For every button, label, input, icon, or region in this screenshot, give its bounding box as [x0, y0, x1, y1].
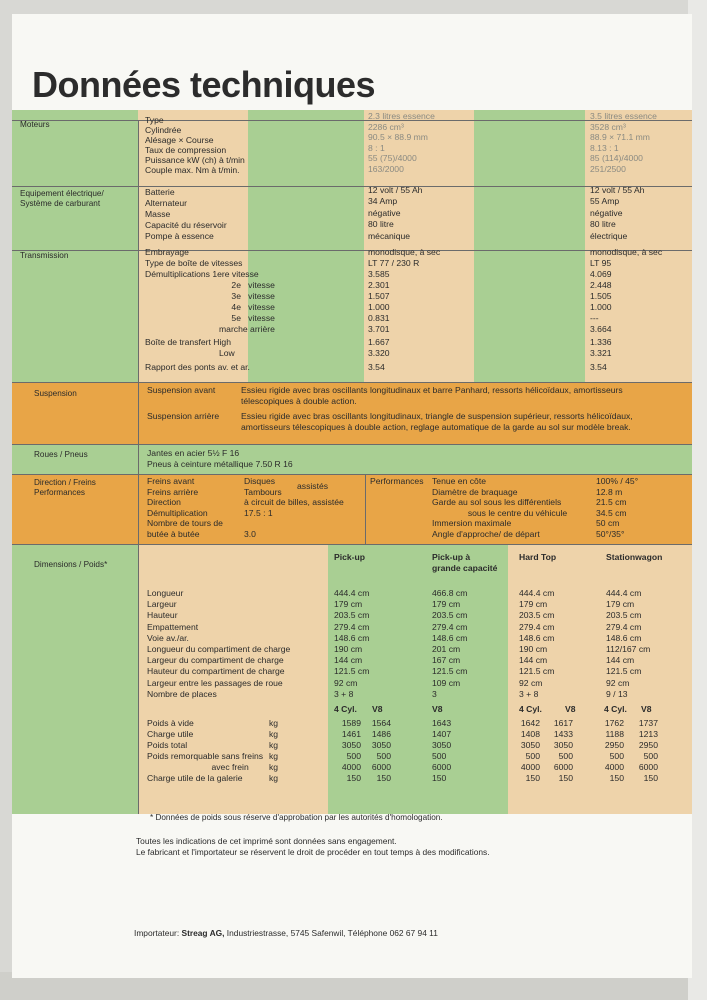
- green-column-2: [474, 110, 585, 382]
- dimension-values-grande: 466.8 cm 179 cm 203.5 cm 279.4 cm 148.6 cm 201 cm 167 cm 121.5 cm 109 cm 3: [432, 588, 468, 699]
- importer-address: Industriestrasse, 5745 Safenwil, Téléphone 062 67 94 11: [226, 928, 438, 938]
- weight-units: kg kg kg kg kg kg: [269, 718, 279, 783]
- importer-label: Importateur:: [134, 928, 180, 938]
- performance-values: 100% / 45° 12.8 m 21.5 cm 34.5 cm 50 cm 50°/35°: [596, 476, 639, 539]
- brakes-assisted-label: assistés: [297, 481, 329, 491]
- hardtop-v8-header: V8: [565, 704, 576, 714]
- dimensions-left-green: [12, 544, 138, 814]
- pickup-v8-header: V8: [372, 704, 383, 714]
- performance-row-labels: Tenue en côte Diamètre de braquage Garde au sol sous les différentiels sous le centre du véhicule Immersion maximale Angle d'approche/ de départ: [432, 476, 568, 539]
- roues-text: Jantes en acier 5½ F 16 Pneus à ceinture métallique 7.50 R 16: [147, 448, 293, 469]
- suspension-front-text: Essieu rigide avec bras oscillants longitudinaux et barre Panhard, ressorts hélicoïdaux, amortisseurs télescopiques à double action.: [241, 385, 623, 406]
- dimension-values-hardtop: 444.4 cm 179 cm 203.5 cm 279.4 cm 148.6 cm 190 cm 144 cm 121.5 cm 92 cm 3 + 8: [519, 588, 555, 699]
- performances-label: Performances: [370, 476, 424, 486]
- roues-panel: [12, 444, 692, 474]
- weight-footnote: * Données de poids sous réserve d'approbation par les autorités d'homologation.: [150, 813, 443, 822]
- moteurs-values-35: 3.5 litres essence 3528 cm³ 88.9 × 71.1 mm 8.13 : 1 85 (114)/4000 251/2500: [590, 111, 657, 174]
- green-column-1: [248, 110, 364, 382]
- vertical-divider: [138, 382, 139, 444]
- transfer-box-label: Boîte de transfert High: [145, 337, 231, 347]
- weights-station-v8: 1737 1213 2950 500 6000 150: [638, 718, 658, 783]
- direction-values: Disques Tambours à circuit de billes, assistée 17.5 : 1 3.0: [244, 476, 344, 539]
- axle-ratio-23: 3.54: [368, 362, 385, 372]
- divider-line: [12, 544, 692, 545]
- transfer-values-23: 1.667 3.320: [368, 337, 390, 358]
- pickup-4cyl-header: 4 Cyl.: [334, 704, 357, 714]
- direction-panel: [12, 474, 692, 544]
- section-label-moteurs: Moteurs: [20, 120, 50, 129]
- moteurs-values-23: 2.3 litres essence 2286 cm³ 90.5 × 88.9 mm 8 : 1 55 (75)/4000 163/2000: [368, 111, 435, 174]
- weights-station-4cyl: 1762 1188 2950 500 4000 150: [604, 718, 624, 783]
- weight-row-labels: Poids à vide Charge utile Poids total Poids remorquable sans freins avec frein Charge utile de la galerie: [147, 718, 264, 783]
- weights-hardtop-4cyl: 1642 1408 3050 500 4000 150: [520, 718, 540, 783]
- transmission-gear-labels: 2e vitesse 3e vitesse 4e vitesse 5e vitesse marche arrière: [219, 280, 275, 334]
- page-title: Données techniques: [32, 64, 376, 105]
- vertical-divider: [138, 474, 139, 544]
- axle-ratio-35: 3.54: [590, 362, 607, 372]
- transmission-values-35: monodisque, à sec LT 95 4.069 2.448 1.505 1.000 --- 3.664: [590, 247, 663, 334]
- divider-line: [12, 382, 692, 383]
- transmission-row-labels: Embrayage Type de boîte de vitesses Démultiplications 1ere vitesse: [145, 247, 259, 279]
- section-label-transmission: Transmission: [20, 251, 69, 260]
- section-label-direction: Direction / Freins Performances: [34, 478, 96, 497]
- brochure-page: [12, 14, 692, 978]
- left-green-panel: [12, 110, 138, 382]
- disclaimer: Toutes les indications de cet imprimé sont données sans engagement. Le fabricant et l'importateur se réservent le droit de procéder en tout temps à des modifications.: [136, 836, 490, 857]
- equipement-row-labels: Batterie Alternateur Masse Capacité du réservoir Pompe à essence: [145, 187, 227, 241]
- weights-grande-v8: 1643 1407 3050 500 6000 150: [432, 718, 452, 783]
- vertical-divider: [138, 444, 139, 474]
- divider-line: [12, 474, 692, 475]
- grande-v8-header: V8: [432, 704, 443, 714]
- section-label-roues: Roues / Pneus: [34, 450, 88, 459]
- dimension-values-pickup: 444.4 cm 179 cm 203.5 cm 279.4 cm 148.6 cm 190 cm 144 cm 121.5 cm 92 cm 3 + 8: [334, 588, 370, 699]
- weights-pickup-v8: 1564 1486 3050 500 6000 150: [371, 718, 391, 783]
- vertical-divider: [138, 120, 139, 382]
- weights-pickup-4cyl: 1589 1461 3050 500 4000 150: [341, 718, 361, 783]
- vertical-divider: [365, 474, 366, 544]
- importer-name: Streag AG,: [181, 928, 225, 938]
- suspension-rear-text: Essieu rigide avec bras oscillants longitudinaux, triangle de suspension supérieur, ressorts hélicoïdaux, amortisseurs télescopiques à double action, reglage automatique de la garde au sol sur modèle break.: [241, 411, 633, 432]
- section-label-suspension: Suspension: [34, 389, 77, 398]
- weights-hardtop-v8: 1617 1433 3050 500 6000 150: [553, 718, 573, 783]
- col-header-pickup-grande: Pick-up à grande capacité: [432, 552, 498, 573]
- direction-row-labels: Freins avant Freins arrière Direction Démultiplication Nombre de tours de butée à butée: [147, 476, 223, 539]
- importer-line: [134, 928, 438, 939]
- transmission-values-23: monodisque, à sec LT 77 / 230 R 3.585 2.301 1.507 1.000 0.831 3.701: [368, 247, 441, 334]
- station-4cyl-header: 4 Cyl.: [604, 704, 627, 714]
- section-label-equipement: Equipement électrique/ Système de carburant: [20, 189, 104, 208]
- suspension-front-label: Suspension avant: [147, 385, 216, 395]
- hardtop-4cyl-header: 4 Cyl.: [519, 704, 542, 714]
- col-header-pickup: Pick-up: [334, 552, 366, 562]
- suspension-rear-label: Suspension arrière: [147, 411, 220, 421]
- col-header-stationwagon: Stationwagon: [606, 552, 663, 562]
- dimension-row-labels: Longueur Largeur Hauteur Empattement Voie av./ar. Longueur du compartiment de charge Largeur du compartiment de charge Hauteur du compartiment de charge Largeur entre les passages de roue Nombre de places: [147, 588, 291, 699]
- dimension-values-station: 444.4 cm 179 cm 203.5 cm 279.4 cm 148.6 cm 112/167 cm 144 cm 121.5 cm 92 cm 9 / 13: [606, 588, 651, 699]
- station-v8-header: V8: [641, 704, 652, 714]
- equipement-values-23: 12 volt / 55 Ah 34 Amp négative 80 litre mécanique: [368, 185, 423, 241]
- moteurs-row-labels: Type Cylindrée Alésage × Course Taux de compression Puissance kW (ch) à t/min Couple max. Nm à t/min.: [145, 115, 245, 175]
- vertical-divider: [138, 544, 139, 814]
- divider-line: [12, 444, 692, 445]
- axle-ratio-label: Rapport des ponts av. et ar.: [145, 362, 250, 372]
- transfer-low-label: Low: [219, 348, 235, 358]
- transfer-values-35: 1.336 3.321: [590, 337, 612, 358]
- equipement-values-35: 12 volt / 55 Ah 55 Amp négative 80 litre électrique: [590, 185, 645, 241]
- section-label-dimensions: Dimensions / Poids*: [34, 560, 108, 569]
- col-header-hardtop: Hard Top: [519, 552, 557, 562]
